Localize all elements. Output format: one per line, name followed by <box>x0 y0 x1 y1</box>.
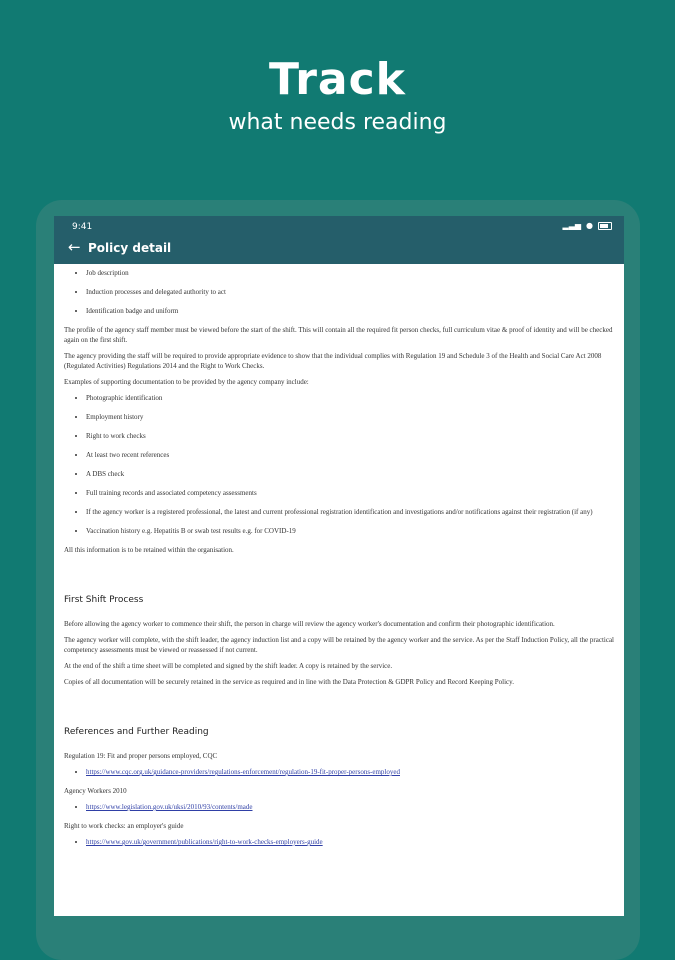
section-heading-references: References and Further Reading <box>64 727 209 737</box>
app-bar <box>54 216 624 264</box>
reference-list <box>64 767 614 777</box>
list-item <box>86 802 614 812</box>
reference-list <box>64 837 614 847</box>
signal-icon: ▂▃▅ <box>562 221 582 230</box>
hero-subtitle: what needs reading <box>228 110 447 135</box>
list-item: • Job description <box>86 268 614 278</box>
section-heading-first-shift: First Shift Process <box>64 595 144 605</box>
reference-link[interactable]: https://www.legislation.gov.uk/uksi/2010/93/contents/made <box>86 803 253 811</box>
bullet-list-top <box>64 268 614 316</box>
list-item: • If the agency worker is a registered professional, the latest and current professional registration identification and investigations and/or notifications against their registration (if any) <box>86 507 614 517</box>
list-item: • Full training records and associated competency assessments <box>86 488 614 498</box>
app-screen <box>54 216 624 916</box>
reference-label: Regulation 19: Fit and proper persons employed, CQC <box>64 752 218 760</box>
reference-list <box>64 802 614 812</box>
reference-label: Agency Workers 2010 <box>64 787 127 795</box>
paragraph: Before allowing the agency worker to commence their shift, the person in charge will review the agency worker's documentation and confirm their photographic identification. <box>64 620 555 628</box>
wifi-icon: ● <box>586 221 593 230</box>
policy-content <box>54 264 624 847</box>
reference-link[interactable]: https://www.gov.uk/government/publications/right-to-work-checks-employers-guide <box>86 838 323 846</box>
list-item: • Employment history <box>86 412 614 422</box>
paragraph: The profile of the agency staff member must be viewed before the start of the shift. This will contain all the required fit person checks, full curriculum vitae & proof of identity and will be checked again on the first shift. <box>64 326 613 344</box>
list-item: • Induction processes and delegated authority to act <box>86 287 614 297</box>
battery-icon <box>598 222 612 230</box>
status-time: 9:41 <box>72 222 93 232</box>
bullet-list-docs <box>64 393 614 536</box>
list-item <box>86 767 614 777</box>
list-item: • Identification badge and uniform <box>86 306 614 316</box>
status-icons <box>563 221 612 231</box>
hero-title: Track <box>269 54 406 105</box>
list-item: • Right to work checks <box>86 431 614 441</box>
paragraph: Examples of supporting documentation to be provided by the agency company include: <box>64 378 309 386</box>
paragraph: Copies of all documentation will be securely retained in the service as required and in line with the Data Protection & GDPR Policy and Record Keeping Policy. <box>64 678 514 686</box>
app-bar-title: Policy detail <box>88 241 172 255</box>
reference-link[interactable]: https://www.cqc.org.uk/guidance-providers/regulations-enforcement/regulation-19-fit-proper-persons-employed <box>86 768 400 776</box>
list-item: • At least two recent references <box>86 450 614 460</box>
arrow-left-icon[interactable]: ← <box>68 238 81 256</box>
reference-label: Right to work checks: an employer's guide <box>64 822 184 830</box>
list-item: • Photographic identification <box>86 393 614 403</box>
paragraph: All this information is to be retained within the organisation. <box>64 546 234 554</box>
list-item: • Vaccination history e.g. Hepatitis B or swab test results e.g. for COVID-19 <box>86 526 614 536</box>
list-item: • A DBS check <box>86 469 614 479</box>
paragraph: At the end of the shift a time sheet will be completed and signed by the shift leader. A copy is retained by the service. <box>64 662 393 670</box>
paragraph: The agency worker will complete, with the shift leader, the agency induction list and a copy will be retained by the agency worker and the service. As per the Staff Induction Policy, all the practical competency assessments must be viewed or reassessed if not current. <box>64 636 615 654</box>
paragraph: The agency providing the staff will be required to provide appropriate evidence to show that the individual complies with Regulation 19 and Schedule 3 of the Health and Social Care Act 2008 (Regulated Activities) Regulations 2014 and the Right to Work Checks. <box>64 352 602 370</box>
list-item <box>86 837 614 847</box>
